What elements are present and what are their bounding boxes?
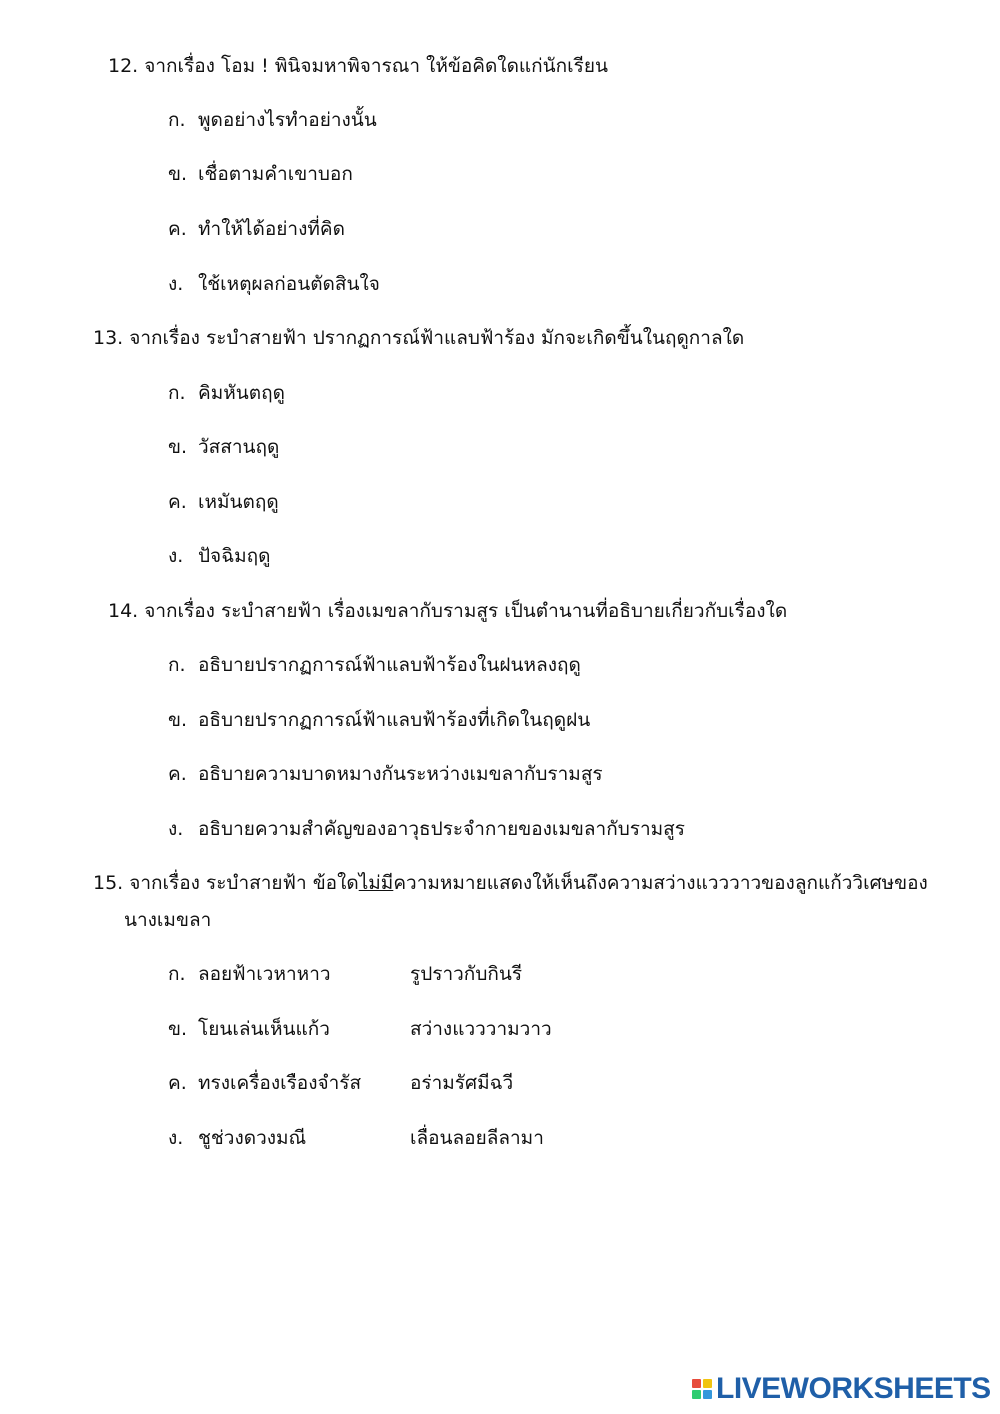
question-text-after: ความหมายแสดงให้เห็นถึงความสว่างแวววาวของลูกแก้ววิเศษของ (393, 872, 928, 894)
option-12-c[interactable] (168, 213, 345, 245)
option-text: ปัจฉิมฤดู (198, 545, 271, 567)
option-text: เชื่อตามคำเขาบอก (198, 163, 353, 185)
question-12 (108, 50, 608, 82)
option-text: อธิบายปรากฏการณ์ฟ้าแลบฟ้าร้องที่เกิดในฤดูฝน (198, 709, 591, 731)
option-letter: ง. (168, 818, 184, 840)
question-text-line2: นางเมขลา (124, 909, 212, 931)
option-letter: ข. (168, 436, 188, 458)
logo-mark-icon (692, 1379, 712, 1399)
option-letter: ข. (168, 163, 188, 185)
option-text: อธิบายความสำคัญของอาวุธประจำกายของเมขลากับรามสูร (198, 818, 685, 840)
option-right-text: รูปราวกับกินรี (410, 963, 523, 985)
option-12-d[interactable] (168, 268, 380, 300)
option-text: พูดอย่างไรทำอย่างนั้น (198, 109, 377, 131)
question-15 (93, 867, 928, 899)
option-text: ใช้เหตุผลก่อนตัดสินใจ (198, 273, 380, 295)
option-left-text: ลอยฟ้าเวหาหาว (198, 963, 331, 985)
option-14-d[interactable] (168, 813, 685, 845)
logo-square-1 (692, 1379, 701, 1388)
option-right-text: เลื่อนลอยลีลามา (410, 1127, 544, 1149)
option-right-text: สว่างแวววามวาว (410, 1018, 552, 1040)
option-text: อธิบายความบาดหมางกันระหว่างเมขลากับรามสูร (198, 763, 603, 785)
option-13-b[interactable] (168, 431, 279, 463)
option-letter: ค. (168, 218, 187, 240)
option-15-b[interactable] (168, 1013, 552, 1045)
option-letter: ก. (168, 382, 186, 404)
question-text: 14. จากเรื่อง ระบำสายฟ้า เรื่องเมขลากับรามสูร เป็นตำนานที่อธิบายเกี่ยวกับเรื่องใด (108, 600, 788, 622)
question-text: 12. จากเรื่อง โอม ! พินิจมหาพิจารณา ให้ข้อคิดใดแก่นักเรียน (108, 55, 608, 77)
option-13-a[interactable] (168, 377, 285, 409)
option-13-c[interactable] (168, 486, 279, 518)
question-13 (93, 322, 744, 354)
logo-square-2 (703, 1379, 712, 1388)
option-letter: ง. (168, 545, 184, 567)
option-14-c[interactable] (168, 758, 603, 790)
question-text-before: 15. จากเรื่อง ระบำสายฟ้า ข้อใด (93, 872, 359, 894)
option-letter: ค. (168, 1072, 187, 1094)
option-letter: ง. (168, 1127, 184, 1149)
question-14 (108, 595, 787, 627)
option-text: ทำให้ได้อย่างที่คิด (198, 218, 345, 240)
question-text-underlined: ไม่มี (358, 872, 394, 894)
option-letter: ข. (168, 1018, 188, 1040)
option-text: อธิบายปรากฏการณ์ฟ้าแลบฟ้าร้องในฝนหลงฤดู (198, 654, 581, 676)
option-text: เหมันตฤดู (198, 491, 279, 513)
option-letter: ง. (168, 273, 184, 295)
option-15-d[interactable] (168, 1122, 544, 1154)
option-12-b[interactable] (168, 158, 353, 190)
option-left-text: ชูช่วงดวงมณี (198, 1127, 307, 1149)
option-letter: ค. (168, 491, 187, 513)
option-12-a[interactable] (168, 104, 377, 136)
option-14-b[interactable] (168, 704, 590, 736)
option-15-a[interactable] (168, 958, 523, 990)
option-text: วัสสานฤดู (198, 436, 280, 458)
option-text: คิมหันตฤดู (198, 382, 285, 404)
liveworksheets-logo (692, 1374, 991, 1404)
option-13-d[interactable] (168, 540, 271, 572)
option-right-text: อร่ามรัศมีฉวี (410, 1072, 514, 1094)
option-15-c[interactable] (168, 1067, 514, 1099)
option-letter: ข. (168, 709, 188, 731)
question-15-line2 (124, 904, 211, 936)
logo-text: LIVEWORKSHEETS (716, 1372, 991, 1405)
option-letter: ก. (168, 109, 186, 131)
option-letter: ค. (168, 763, 187, 785)
option-letter: ก. (168, 963, 186, 985)
option-left-text: ทรงเครื่องเรืองจำรัส (198, 1072, 362, 1094)
option-14-a[interactable] (168, 649, 581, 681)
option-letter: ก. (168, 654, 186, 676)
logo-square-3 (692, 1390, 701, 1399)
option-left-text: โยนเล่นเห็นแก้ว (198, 1018, 330, 1040)
question-text: 13. จากเรื่อง ระบำสายฟ้า ปรากฏการณ์ฟ้าแลบฟ้าร้อง มักจะเกิดขึ้นในฤดูกาลใด (93, 327, 745, 349)
logo-square-4 (703, 1390, 712, 1399)
